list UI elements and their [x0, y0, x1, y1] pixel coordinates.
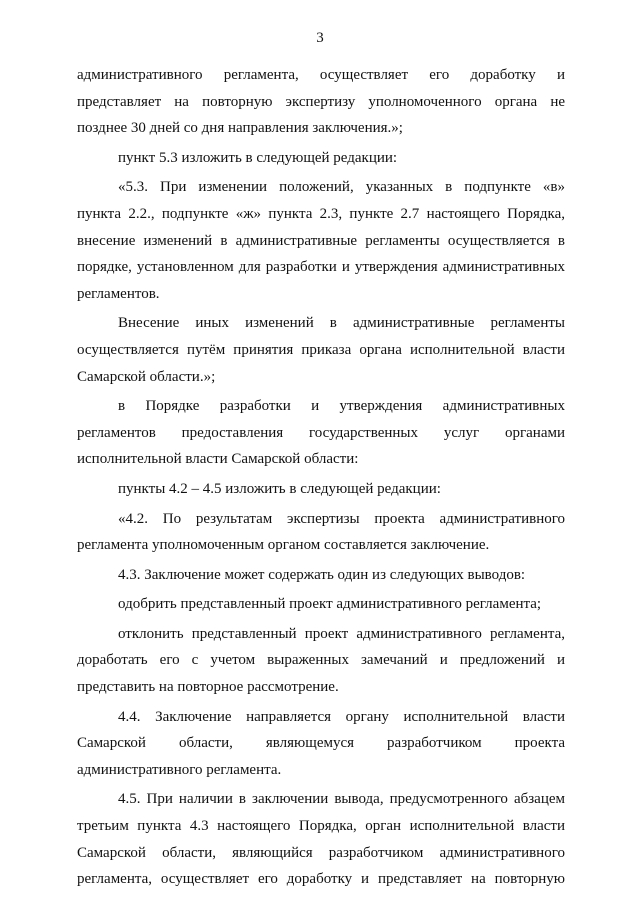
text-line: доработать его с учетом выраженных замечаний и предложений и	[77, 652, 565, 669]
text-line: регламентов предоставления государственных услуг органами	[77, 424, 565, 441]
text-line: административного регламента, осуществляет его доработку и	[77, 67, 565, 83]
text-line: представляет на повторную экспертизу уполномоченного органа не	[77, 93, 565, 110]
text-line: в Порядке разработки и утверждения административных	[118, 398, 565, 415]
text-line: пункты 4.2 – 4.5 изложить в следующей редакции:	[118, 480, 441, 497]
paragraph	[77, 174, 565, 307]
text-line: позднее 30 дней со дня направления заключения.»;	[77, 120, 403, 137]
text-line: регламента, осуществляет его доработку и представляет на повторную	[77, 871, 565, 888]
text-line: Самарской области, являющийся разработчиком административного	[77, 844, 565, 861]
text-line: внесение изменений в административные регламенты осуществляется в	[77, 232, 565, 249]
text-line: «5.3. При изменении положений, указанных в подпункте «в»	[118, 179, 565, 196]
paragraph	[77, 621, 565, 701]
text-line: регламента уполномоченным органом составляется заключение.	[77, 537, 490, 554]
text-line: Самарской области, являющемуся разработчиком проекта	[77, 735, 565, 752]
paragraph	[77, 62, 565, 142]
paragraph	[77, 506, 565, 559]
text-line: Внесение иных изменений в административные регламенты	[118, 315, 565, 332]
text-line: пункт 5.3 изложить в следующей редакции:	[118, 149, 398, 166]
text-line: 4.4. Заключение направляется органу исполнительной власти	[118, 708, 565, 725]
paragraph	[77, 591, 565, 618]
text-line: отклонить представленный проект административного регламента,	[118, 625, 565, 642]
text-line: 4.3. Заключение может содержать один из следующих выводов:	[118, 566, 526, 583]
text-line: исполнительной власти Самарской области:	[77, 451, 359, 468]
text-line: пункта 2.2., подпункте «ж» пункта 2.3, пункте 2.7 настоящего Порядка,	[77, 205, 565, 222]
text-line: «4.2. По результатам экспертизы проекта административного	[118, 510, 565, 527]
text-line: представить на повторное рассмотрение.	[77, 679, 339, 696]
paragraph	[77, 562, 565, 589]
paragraph	[77, 393, 565, 473]
paragraph	[77, 145, 565, 172]
page-number: 3	[316, 30, 324, 46]
paragraph	[77, 476, 565, 503]
text-line: осуществляется путём принятия приказа органа исполнительной власти	[77, 341, 565, 358]
paragraph	[77, 786, 565, 892]
text-line: 4.5. При наличии в заключении вывода, предусмотренного абзацем	[118, 791, 565, 808]
paragraph	[77, 310, 565, 390]
text-line: одобрить представленный проект административного регламента;	[118, 596, 542, 613]
text-line: регламентов.	[77, 285, 160, 302]
text-line: порядке, установленном для разработки и утверждения административных	[77, 259, 565, 276]
document-body	[77, 62, 565, 896]
text-line: административного регламента.	[77, 761, 282, 778]
text-line: Самарской области.»;	[77, 368, 216, 385]
paragraph	[77, 704, 565, 784]
text-line: третьим пункта 4.3 настоящего Порядка, орган исполнительной власти	[77, 818, 565, 835]
